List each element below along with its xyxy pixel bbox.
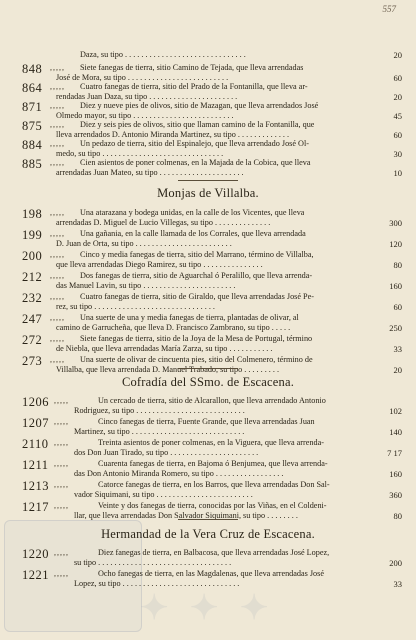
entry-text-line: rendadas Juan Daza, su tipo . . . . . . . . . . . . . . . . . . . . . . — [56, 92, 238, 101]
entry-amount: 20 — [393, 50, 402, 60]
entry-amount: 160 — [389, 469, 402, 479]
entry-text-line: Un cercado de tierra, sitio de Alcarallon, que lleva arrendado Antonio — [98, 396, 326, 405]
entry-amount: 30 — [393, 149, 402, 159]
entry-text-line: su tipo . . . . . . . . . . . . . . . . . . . . . . . . . . . . . . . . . — [74, 558, 232, 567]
entry-text-line: D. Juan de Orta, su tipo . . . . . . . . . . . . . . . . . . . . . . . . — [56, 239, 232, 248]
section-title-monjas-villalba: Monjas de Villalba. — [157, 186, 259, 200]
ditto-marks: ,,,,, — [50, 229, 65, 238]
entry-text-line: lleva arrendados D. Antonio Miranda Martinez, su tipo . . . . . . . . . . . . . — [56, 130, 290, 139]
entry-number: 885 — [22, 157, 43, 171]
entry-text-line: Cien asientos de poner colmenas, en la Majada de la Cobica, que lleva — [80, 158, 311, 167]
entry-text-line: Martinez, su tipo . . . . . . . . . . . . . . . . . . . . . . . . . . . . — [74, 427, 245, 436]
ditto-marks: ,,,,, — [50, 208, 65, 217]
entry-number: 200 — [22, 249, 43, 263]
ditto-marks: ,,,,, — [54, 396, 69, 405]
entry-text-line: das Don Antonio Miranda Romero, su tipo . . . . . . . . . . . . . . . . . — [74, 469, 284, 478]
entry-amount: 60 — [393, 130, 402, 140]
entry-text-line: Villalba, que lleva arrendada D. Manuel Trabado, su tipo . . . . . . . . . — [56, 365, 280, 374]
entry-text-line: Una suerte de una y media fanegas de tierra, plantadas de olivar, al — [80, 313, 299, 322]
entry-number: 875 — [22, 119, 43, 133]
entry-text-line: medo, su tipo . . . . . . . . . . . . . . . . . . . . . . . . . . . . . . — [56, 149, 224, 158]
entry-amount: 33 — [393, 344, 402, 354]
ditto-marks: ,,,,, — [50, 82, 65, 91]
entry-number: 232 — [22, 291, 43, 305]
entry-text-line: José de Mora, su tipo . . . . . . . . . . . . . . . . . . . . . . . . . — [56, 73, 229, 82]
entry-text-line: Cinco fanegas de tierra, Fuente Grande, que lleva arrendadas Juan — [98, 417, 315, 426]
ditto-marks: ,,,,, — [54, 569, 69, 578]
ditto-marks: ,,,,, — [54, 417, 69, 426]
entry-number: 884 — [22, 138, 43, 152]
entry-text-line: arrendadas D. Miguel de Lucio Villegas, su tipo . . . . . . . . . . . . . . — [56, 218, 271, 227]
ditto-marks: ,,,,, — [54, 480, 69, 489]
entry-text-line: Un pedazo de tierra, sitio del Espinalejo, que lleva arrendado José Ol- — [80, 139, 309, 148]
entry-amount: 360 — [389, 490, 402, 500]
entry-amount: 200 — [389, 558, 402, 568]
entry-text-line: arrendadas Juan Mateo, su tipo . . . . . . . . . . . . . . . . . . . . . — [56, 168, 244, 177]
entry-text-line: llar, que lleva arrendadas Don Salvador Siquimani, su tipo . . . . . . . . — [74, 511, 298, 520]
divider-rule-1 — [178, 180, 238, 181]
entry-text-line: Treinta asientos de poner colmenas, en la Viguera, que lleva arrenda- — [98, 438, 324, 447]
ditto-marks: ,,,,, — [50, 139, 65, 148]
ditto-marks: ,,,,, — [50, 334, 65, 343]
entry-amount: 20 — [393, 92, 402, 102]
entry-number: 199 — [22, 228, 43, 242]
entry-text-line: que lleva arrendadas Diego Ramirez, su tipo . . . . . . . . . . . . . . . — [56, 260, 263, 269]
entry-number: 1211 — [22, 458, 49, 472]
background-watermark: ✦ ✦ ✦ — [140, 589, 275, 627]
ditto-marks: ,,,,, — [50, 250, 65, 259]
ditto-marks: ,,,,, — [54, 548, 69, 557]
entry-text-line: Siete fanegas de tierra, sitio de la Joya de la Mesa de Portugal, término — [80, 334, 313, 343]
ditto-marks: ,,,,, — [50, 313, 65, 322]
entry-number: 864 — [22, 81, 43, 95]
ditto-marks: ,,,,, — [50, 63, 65, 72]
entry-text-line: Lopez, su tipo . . . . . . . . . . . . . . . . . . . . . . . . . . . . . — [74, 579, 240, 588]
entry-text-line: Catorce fanegas de tierra, en los Barros, que lleva arrendadas Don Sal- — [98, 480, 330, 489]
divider-rule-3 — [178, 519, 238, 520]
entry-text-line: das Manuel Lavin, su tipo . . . . . . . . . . . . . . . . . . . . . . . — [56, 281, 236, 290]
entry-number: 1221 — [22, 568, 49, 582]
entry-number: 2110 — [22, 437, 49, 451]
entry-number: 247 — [22, 312, 43, 326]
section-title-hermandad-vera-cruz: Hermandad de la Vera Cruz de Escacena. — [101, 527, 315, 541]
entry-number: 212 — [22, 270, 43, 284]
entry-number: 871 — [22, 100, 43, 114]
entry-amount: 33 — [393, 579, 402, 589]
entry-text-line: Una gañania, en la calle llamada de los Corrales, que lleva arrendada — [80, 229, 306, 238]
entry-text-line: Diez y seis pies de olivos, sitio que llaman camino de la Fontanilla, que — [80, 120, 315, 129]
entry-number: 1220 — [22, 547, 49, 561]
ditto-marks: ,,,,, — [50, 292, 65, 301]
entry-text-line: Dos fanegas de tierra, sitio de Aguarchal ó Peralillo, que lleva arrenda- — [80, 271, 313, 280]
entry-text-line: de Niebla, que lleva arrendadas María Zarza, su tipo . . . . . . . . . . . — [56, 344, 273, 353]
entry-text-line: Cuatro fanegas de tierra, sitio del Prado de la Fontanilla, que lleva ar- — [80, 82, 308, 91]
ditto-marks: ,,,,, — [50, 158, 65, 167]
entry-amount: 160 — [389, 281, 402, 291]
entry-number: 1217 — [22, 500, 49, 514]
entry-text-line: Olmedo mayor, su tipo . . . . . . . . . . . . . . . . . . . . . . . . . — [56, 111, 234, 120]
entry-text-line: Diez fanegas de tierra, en Balbacosa, que lleva arrendadas José Lopez, — [98, 548, 330, 557]
entry-amount: 10 — [393, 168, 402, 178]
section-title-cofradia-escacena: Cofradía del SSmo. de Escacena. — [121, 375, 295, 389]
entry-number: 1213 — [22, 479, 49, 493]
ditto-marks: ,,,,, — [50, 271, 65, 280]
entry-text-line: Siete fanegas de tierra, sitio Camino de Tejada, que lleva arrendadas — [80, 63, 304, 72]
entry-amount: 300 — [389, 218, 402, 228]
entry-text-line: Cinco y media fanegas de tierra, sitio del Marrano, término de Villalba, — [80, 250, 314, 259]
entry-text-line: Rodriguez, su tipo . . . . . . . . . . . . . . . . . . . . . . . . . . . — [74, 406, 245, 415]
entry-amount: 7 17 — [387, 448, 402, 458]
ditto-marks: ,,,,, — [50, 101, 65, 110]
entry-text-line: dos Don Juan Tirado, su tipo . . . . . . . . . . . . . . . . . . . . . . — [74, 448, 259, 457]
ditto-marks: ,,,,, — [54, 438, 69, 447]
entry-amount: 250 — [389, 323, 402, 333]
entry-text-line: Diez y nueve pies de olivos, sitio de Mazagan, que lleva arrendados José — [80, 101, 319, 110]
folio-number: 557 — [382, 4, 396, 14]
entry-number: 1207 — [22, 416, 49, 430]
ditto-marks: ,,,,, — [54, 501, 69, 510]
entry-text-line: Veinte y dos fanegas de tierra, conocidas por las Viñas, en el Coldeni- — [98, 501, 327, 510]
ditto-marks: ,,,,, — [50, 355, 65, 364]
entry-amount: 20 — [393, 365, 402, 375]
entry-text-line: Ocho fanegas de tierra, en las Magdalenas, que lleva arrendadas José — [98, 569, 324, 578]
entry-amount: 60 — [393, 73, 402, 83]
entry-number: 198 — [22, 207, 43, 221]
entry-amount: 102 — [389, 406, 402, 416]
entry-amount: 140 — [389, 427, 402, 437]
entry-amount: 80 — [393, 511, 402, 521]
entry-number: 848 — [22, 62, 43, 76]
entry-number: 273 — [22, 354, 43, 368]
ditto-marks: ,,,,, — [54, 459, 69, 468]
entry-amount: 80 — [393, 260, 402, 270]
entry-text-line: rez, su tipo . . . . . . . . . . . . . . . . . . . . . . . . . . . . . . — [56, 302, 215, 311]
entry-amount: 45 — [393, 111, 402, 121]
divider-rule-2 — [178, 368, 238, 369]
entry-amount: 120 — [389, 239, 402, 249]
entry-text-line: vador Siquimani, su tipo . . . . . . . . . . . . . . . . . . . . . . . . — [74, 490, 253, 499]
entry-text-line: Una suerte de olivar de cincuenta pies, sitio del Colmenero, término de — [80, 355, 313, 364]
entry-number: 1206 — [22, 395, 49, 409]
entry-number: 272 — [22, 333, 43, 347]
entry-text-line: Daza, su tipo . . . . . . . . . . . . . . . . . . . . . . . . . . . . . . — [80, 50, 246, 59]
entry-text-line: Cuarenta fanegas de tierra, en Bajoma ó Benjumea, que lleva arrenda- — [98, 459, 328, 468]
entry-text-line: Cuatro fanegas de tierra, sitio de Giraldo, que lleva arrendadas José Pe- — [80, 292, 314, 301]
entry-text-line: Una atarazana y bodega unidas, en la calle de los Vicentes, que lleva — [80, 208, 305, 217]
entry-amount: 60 — [393, 302, 402, 312]
ditto-marks: ,,,,, — [50, 120, 65, 129]
entry-text-line: camino de Garrucheña, que lleva D. Francisco Zambrano, su tipo . . . . . — [56, 323, 291, 332]
